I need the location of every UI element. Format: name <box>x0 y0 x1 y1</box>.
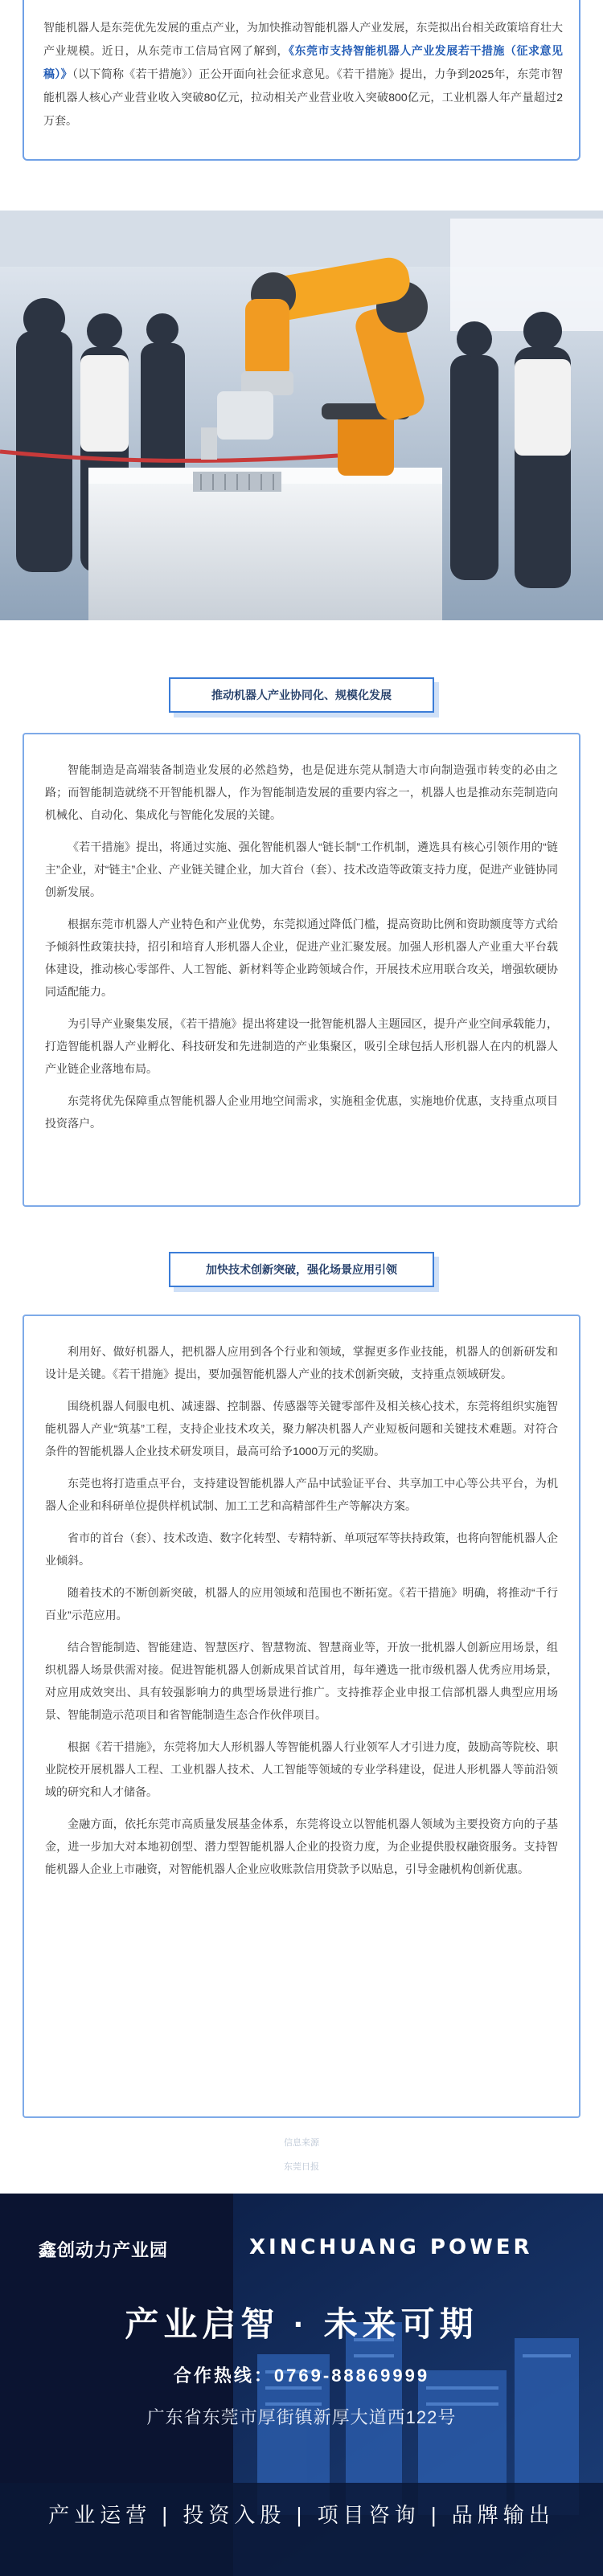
robot-arm-photo <box>0 211 603 620</box>
source-note: 东莞日报 <box>284 2162 319 2172</box>
section1-body <box>45 758 558 1144</box>
cooperation-hotline: 合作热线：0769-88869999 <box>173 2365 430 2386</box>
section2-paragraph: 省市的首台（套）、技术改造、数字化转型、专精特新、单项冠军等扶持政策，也将向智能机器人企业倾斜。 <box>45 1531 558 1567</box>
section2-paragraph: 结合智能制造、智能建造、智慧医疗、智慧物流、智慧商业等，开放一批机器人创新应用场景，组织机器人场景供需对接。促进智能机器人创新成果首试首用，每年遴选一批市级机器人优秀应用场景，对应用成效突出、具有较强影响力的典型场景进行推广。支持推荐企业申报工信部机器人典型应用场景、智能制造示范项目和省智能制造生态合作伙伴项目。 <box>45 1641 558 1721</box>
company-name: 鑫创动力产业园 <box>39 2240 169 2260</box>
banner-slogan: 产业启智 · 未来可期 <box>125 2305 478 2343</box>
section2-paragraph: 围绕机器人伺服电机、减速器、控制器、传感器等关键零部件及相关核心技术，东莞将组织实施智能机器人产业“筑基”工程，支持企业技术攻关，聚力解决机器人产业短板问题和关键技术难题。对符合条件的智能机器人企业技术研发项目，最高可给予1000万元的奖励。 <box>45 1400 558 1458</box>
section2-paragraph: 东莞也将打造重点平台，支持建设智能机器人产品中试验证平台、共享加工中心等公共平台，为机器人企业和科研单位提供样机试制、加工工艺和高精部件生产等解决方案。 <box>45 1477 558 1512</box>
policy-document-title: 《东莞市支持智能机器人产业发展若干措施（征求意见稿）》 <box>43 44 564 80</box>
section2-paragraph: 根据《若干措施》，东莞将加大人形机器人等智能机器人行业领军人才引进力度，鼓励高等院校、职业院校开展机器人工程、工业机器人技术、人工智能等领域的专业学科建设，促进人形机器人等前沿领域的研究和人才储备。 <box>45 1740 558 1798</box>
intro-text-a: 智能机器人是东莞优先发展的重点产业，为加快推动智能机器人产业发展，东莞拟出台相关政策培育壮大产业规模。近日，从东莞市工信局官网了解到， <box>43 21 563 57</box>
section1-title: 推动机器人产业协同化、规模化发展 <box>169 677 434 713</box>
section1-paragraph: 为引导产业聚集发展，《若干措施》提出将建设一批智能机器人主题园区，提升产业空间承载能力，打造智能机器人产业孵化、科技研发和先进制造的产业集聚区，吸引全球包括人形机器人在内的机器人产业链企业落地布局。 <box>45 1017 558 1075</box>
intro-card <box>23 0 580 161</box>
service-list: 产业运营 | 投资入股 | 项目咨询 | 品牌输出 <box>48 2503 555 2527</box>
section1-paragraph: 根据东莞市机器人产业特色和产业优势，东莞拟通过降低门槛，提高资助比例和资助额度等方式给予倾斜性政策扶持，招引和培育人形机器人企业，促进产业汇聚发展。加强人形机器人产业重大平台载体建设，推动核心零部件、人工智能、新材料等企业跨领域合作，开展技术应用联合攻关，增强软硬协同适配能力。 <box>45 918 558 998</box>
section1-card <box>23 733 580 1207</box>
company-english-name: XINCHUANG POWER <box>249 2235 533 2259</box>
intro-text-b: （以下简称《若干措施》）正公开面向社会征求意见。《若干措施》提出，力争到2025年，东莞市智能机器人核心产业营业收入突破80亿元，拉动相关产业营业收入突破800亿元，工业机器人年产量超过2万套。 <box>43 67 563 127</box>
section1-paragraph: 东莞将优先保障重点智能机器人企业用地空间需求，实施租金优惠，实施地价优惠，支持重点项目投资落户。 <box>45 1094 558 1130</box>
section2-paragraph: 金融方面，依托东莞市高质量发展基金体系，东莞将设立以智能机器人领域为主要投资方向的子基金，进一步加大对本地初创型、潜力型智能机器人企业的投资力度，为企业提供股权融资服务。支持智能机器人企业上市融资，对智能机器人企业应收账款信用贷款予以贴息，引导金融机构创新优惠。 <box>45 1818 558 1875</box>
company-address: 广东省东莞市厚街镇新厚大道西122号 <box>146 2407 457 2427</box>
section1-paragraph: 智能制造是高端装备制造业发展的必然趋势，也是促进东莞从制造大市向制造强市转变的必由之路；而智能制造就绕不开智能机器人，作为智能制造发展的重要内容之一，机器人也是推动东莞制造向机械化、自动化、集成化与智能化发展的关键。 <box>45 763 558 821</box>
section2-body <box>45 1340 558 1890</box>
intro-paragraph <box>43 16 563 133</box>
section2-paragraph: 利用好、做好机器人，把机器人应用到各个行业和领域，掌握更多作业技能，机器人的创新研发和设计是关键。《若干措施》提出，要加强智能机器人产业的技术创新突破，支持重点领域研发。 <box>45 1345 558 1380</box>
section2-title: 加快技术创新突破，强化场景应用引领 <box>169 1252 434 1287</box>
section1-paragraph: 《若干措施》提出，将通过实施、强化智能机器人“链长制”工作机制，遴选具有核心引领作用的“链主”企业，对“链主”企业、产业链关键企业，加大首台（套）、技术改造等政策支持力度，促进产业链协同创新发展。 <box>45 840 558 898</box>
source-label: 信息来源 <box>284 2138 319 2148</box>
section2-card <box>23 1315 580 2118</box>
robot-arm-illustration <box>0 211 603 620</box>
section2-paragraph: 随着技术的不断创新突破，机器人的应用领域和范围也不断拓宽。《若干措施》明确，将推动“千行百业”示范应用。 <box>45 1586 558 1621</box>
promo-banner <box>0 2194 603 2576</box>
